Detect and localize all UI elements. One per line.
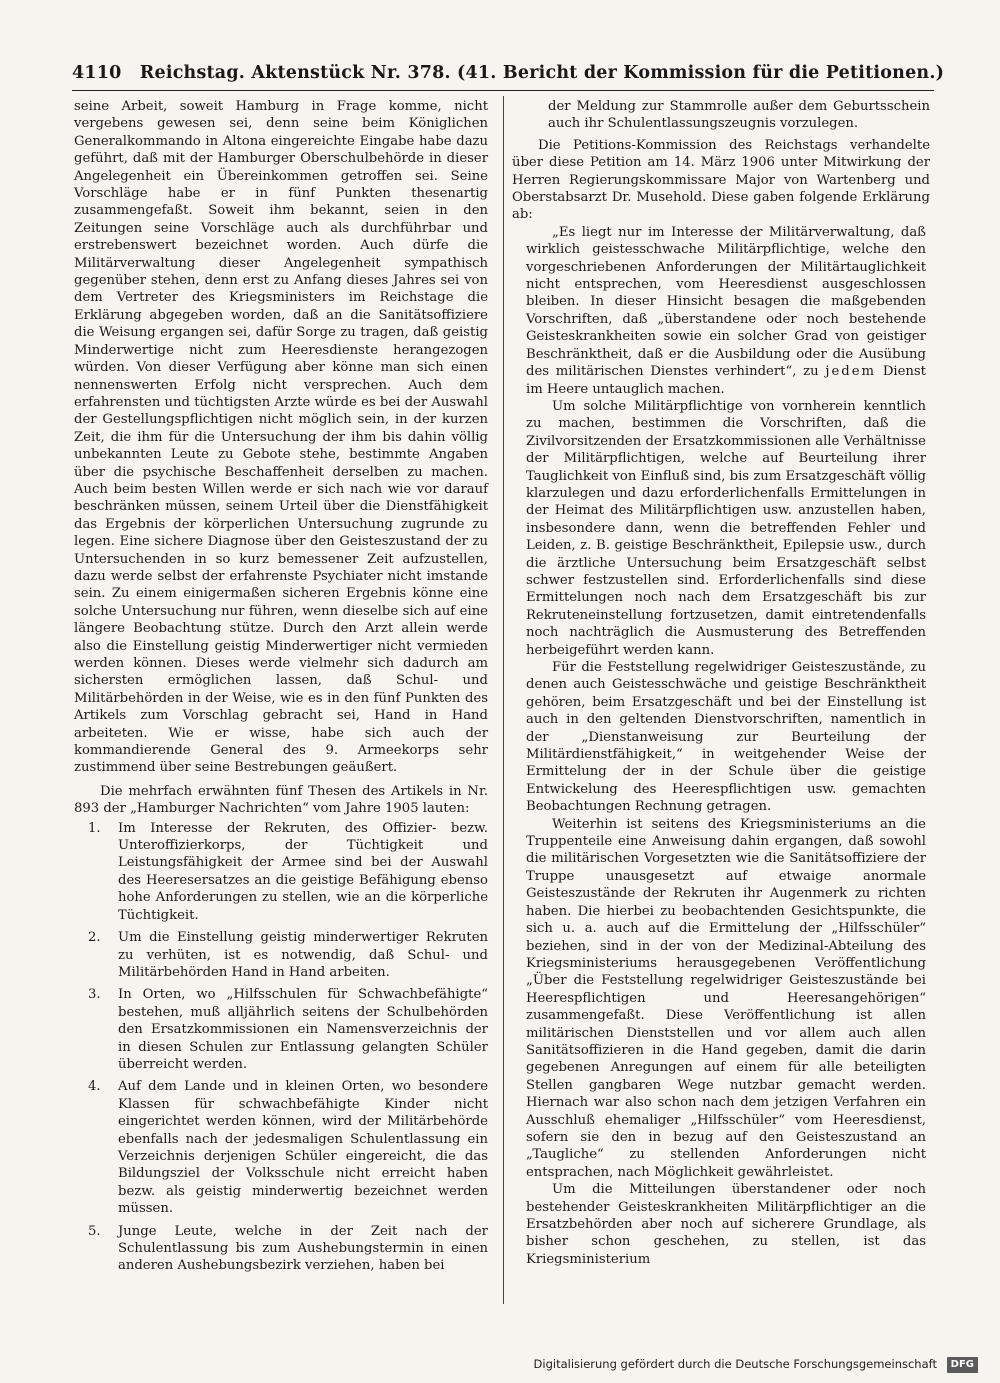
list-item [74, 1223, 488, 1275]
header-rule [72, 90, 934, 91]
paragraph: Die Petitions-Kommission des Reichstags verhandelte über diese Petition am 14. März 1906 unter Mitwirkung der Herren Regierungskommissare Major von Wartenberg und Oberstabsarzt Dr. Musehold. Diese gaben folgende Erklärung ab: [512, 137, 930, 223]
theses-list [74, 820, 488, 1275]
emphasized-word: jedem [825, 364, 877, 380]
list-text: Junge Leute, welche in der Zeit nach der Schulentlassung bis zum Aushebungstermin in einen anderen Aushebungsbezirk verziehen, haben bei [118, 1223, 488, 1274]
list-item [74, 820, 488, 924]
list-item [74, 986, 488, 1073]
paragraph: Weiterhin ist seitens des Kriegsministeriums an die Truppenteile eine Anweisung dahin ergangen, daß sowohl die militärischen Vorgesetzten wie die Sanitätsoffiziere der Truppe unausgesetzt auf etwaige anormale Geisteszustände der Rekruten ihr Augenmerk zu richten haben. Die hierbei zu beobachtenden Gesichtspunkte, die sich u. a. auch auf die Ermittelung der „Hilfsschüler“ beziehen, sind in der von der Medizinal-Abteilung des Kriegsministeriums herausgegebenen Veröffentlichung „Über die Feststellung regelwidriger Geisteszustände bei Heerespflichtigen und Heeresangehörigen“ zusammengefaßt. Diese Veröffentlichung ist allen militärischen Dienststellen und vor allem auch allen Sanitätsoffizieren in die Hand gegeben, damit die darin gegebenen Anregungen auf einem für alle beteiligten Stellen gangbaren Wege nutzbar gemacht werden. Hiernach war also schon nach dem jetzigen Verfahren ein Ausschluß ehemaliger „Hilfsschüler“ vom Heeresdienst, sofern sie den in bezug auf den Geisteszustand an „Taugliche“ zu stellenden Anforderungen nicht entsprachen, nach Möglichkeit gewährleistet. [526, 816, 926, 1180]
paragraph [526, 224, 926, 398]
list-number: 3. [88, 987, 101, 1003]
paragraph: Um solche Militärpflichtige von vornherein kenntlich zu machen, bestimmen die Vorschriften, daß die Zivilvorsitzenden der Ersatzkommissionen alle Verhältnisse der Militärpflichtigen, welche auf Beurteilung ihrer Tauglichkeit von Einfluß sind, bis zum Ersatzgeschäft völlig klarzulegen und dazu erforderlichenfalls Ermittelungen in der Heimat des Militärpflichtigen usw. anzustellen haben, insbesondere dann, wenn die betreffenden Fehler und Leiden, z. B. geistige Beschränktheit, Epilepsie usw., durch die ärztliche Untersuchung beim Ersatzgeschäft selbst schwer festzustellen sind. Erforderlichenfalls sind diese Ermittelungen noch nach dem Ersatzgeschäft bis zur Rekruteneinstellung fortzusetzen, damit eintretendenfalls noch nachträglich die Ausmusterung des Betreffenden herbeigeführt werden kann. [526, 398, 926, 658]
list-text: Um die Einstellung geistig minderwertiger Rekruten zu verhüten, ist es notwendig, daß Schul- und Militärbehörden Hand in Hand arbeiten. [118, 930, 488, 980]
text-run: „Es liegt nur im Interesse der Militärverwaltung, daß wirklich geistesschwache Militärpflichtige, welche den vorgeschriebenen Anforderungen der Militärtauglichkeit nicht entsprechen, vom Heeresdienst ausgeschlossen bleiben. In dieser Hinsicht besagen die maßgebenden Vorschriften, daß „überstandene oder noch bestehende Geisteskrankheiten sowie ein solcher Grad von geistiger Beschränktheit, daß er die Ausbildung oder die Ausübung des militärischen Dienstes verhindert“, zu [526, 224, 926, 380]
paragraph: Um die Mitteilungen überstandener oder noch bestehender Geisteskrankheiten Militärpflichtiger an die Ersatzbehörden aber noch auf sicherere Grundlage, als bisher schon geschehen, zu stellen, ist das Kriegsministerium [526, 1182, 926, 1267]
right-column [512, 98, 930, 1268]
list-item [74, 929, 488, 981]
funding-note: Digitalisierung gefördert durch die Deutsche Forschungsgemeinschaft [533, 1357, 937, 1371]
paragraph: Für die Feststellung regelwidriger Geisteszustände, zu denen auch Geistesschwäche und geistige Beschränktheit gehören, beim Ersatzgeschäft und bei der Einstellung ist auch in den geltenden Dienstvorschriften, namentlich in der „Dienstanweisung zur Beurteilung der Militärdienstfähigkeit,“ in weitgehender Weise der Ermittelung der in der Schule über die geistige Entwickelung des Heerespflichtigen usw. gemachten Beobachtungen Rechnung getragen. [526, 660, 926, 815]
quoted-declaration [512, 224, 930, 1268]
dfg-logo: DFG [947, 1357, 978, 1373]
list-item [74, 1078, 488, 1217]
text-run: Dienst im Heere untauglich machen. [526, 364, 926, 397]
list-number: 4. [88, 1079, 101, 1095]
paragraph: Die mehrfach erwähnten fünf Thesen des Artikels in Nr. 893 der „Hamburger Nachrichten“ vom Jahre 1905 lauten: [74, 783, 488, 817]
paragraph: der Meldung zur Stammrolle außer dem Geburtsschein auch ihr Schulentlassungszeugnis vorzulegen. [548, 99, 930, 132]
paragraph: seine Arbeit, soweit Hamburg in Frage komme, nicht vergebens gewesen sei, denn seine beim Königlichen Generalkommando in Altona eingereichte Eingabe habe dazu geführt, daß mit der Hamburger Oberschulbehörde in dieser Angelegenheit ein Übereinkommen getroffen sei. Seine Vorschläge habe er in fünf Punkten thesenartig zusammengefaßt. Soweit ihm bekannt, seien in den Zeitungen seine Vorschläge auch als durchführbar und erstrebenswert bezeichnet worden. Auch dürfe die Militärverwaltung dieser Angelegenheit sympathisch gegenüber stehen, denn erst zu Anfang dieses Jahres sei von dem Vertreter des Kriegsministers im Reichstage die Erklärung abgegeben worden, daß an die Sanitätsoffiziere die Weisung ergangen sei, dafür Sorge zu tragen, daß geistig Minderwertige nicht zum Heeresdienste herangezogen würden. Von dieser Verfügung aber könne man sich einen nennenswerten Erfolg nicht versprechen. Auch dem erfahrensten und tüchtigsten Arzte würde es bei der Auswahl der Gestellungspflichtigen nicht möglich sein, in der kurzen Zeit, die ihm für die Untersuchung der ihm bis dahin völlig unbekannten Leute zu Gebote stehe, bestimmte Angaben über die psychische Beschaffenheit derselben zu machen. Auch beim besten Willen werde er sich nach wie vor darauf beschränken müssen, seinem Urteil über die Dienstfähigkeit das Ergebnis der körperlichen Untersuchung zugrunde zu legen. Eine sichere Diagnose über den Geisteszustand der zu Untersuchenden in so kurz bemessener Zeit aufzustellen, dazu werde selbst der erfahrenste Psychiater nicht imstande sein. Zu einem einigermaßen sicheren Ergebnis könne eine solche Untersuchung nur führen, wenn dieselbe sich auf eine längere Beobachtung stütze. Durch den Arzt allein werde also die Einstellung geistig Minderwertiger nicht vermieden werden können. Dieses werde vielmehr sich dadurch am sichersten ermöglichen lassen, daß Schul- und Militärbehörden in der Weise, wie es in den fünf Punkten des Artikels zum Vorschlag gebracht sei, Hand in Hand arbeiteten. Wie er wisse, habe sich auch der kommandierende General des 9. Armeekorps sehr zustimmend über seine Bestrebungen geäußert. [74, 99, 488, 776]
list-number: 5. [88, 1223, 101, 1239]
list-text: Auf dem Lande und in kleinen Orten, wo besondere Klassen für schwachbefähigte Kinder nicht eingerichtet werden können, wird der Militärbehörde ebenfalls nach der jedesmaligen Schulentlassung ein Verzeichnis derjenigen Schüler eingereicht, die das Bildungsziel der Volksschule nicht erreicht haben bezw. als geistig minderwertig bezeichnet werden müssen. [118, 1079, 488, 1217]
list-text: Im Interesse der Rekruten, des Offizier- bezw. Unteroffizierkorps, der Tüchtigkeit und Leistungsfähigkeit der Armee sind bei der Auswahl des Heeresersatzes an die geistige Befähigung ebenso hohe Anforderungen zu stellen, wie an die körperliche Tüchtigkeit. [118, 820, 488, 923]
page-title: Reichstag. Aktenstück Nr. 378. (41. Bericht der Kommission für die Petitionen.) [139, 63, 945, 83]
list-number: 1. [88, 820, 101, 836]
page-header [72, 60, 945, 86]
footer [534, 1353, 978, 1375]
list-text: In Orten, wo „Hilfsschulen für Schwachbefähigte“ bestehen, muß alljährlich seitens der Schulbehörden den Ersatzkommissionen ein Namensverzeichnis der in diesen Schulen zur Entlassung gelangten Schüler überreicht werden. [118, 987, 488, 1072]
left-column [74, 98, 488, 1280]
page-number: 4110 [72, 63, 122, 83]
list-number: 2. [88, 930, 101, 946]
column-divider [503, 96, 504, 1304]
